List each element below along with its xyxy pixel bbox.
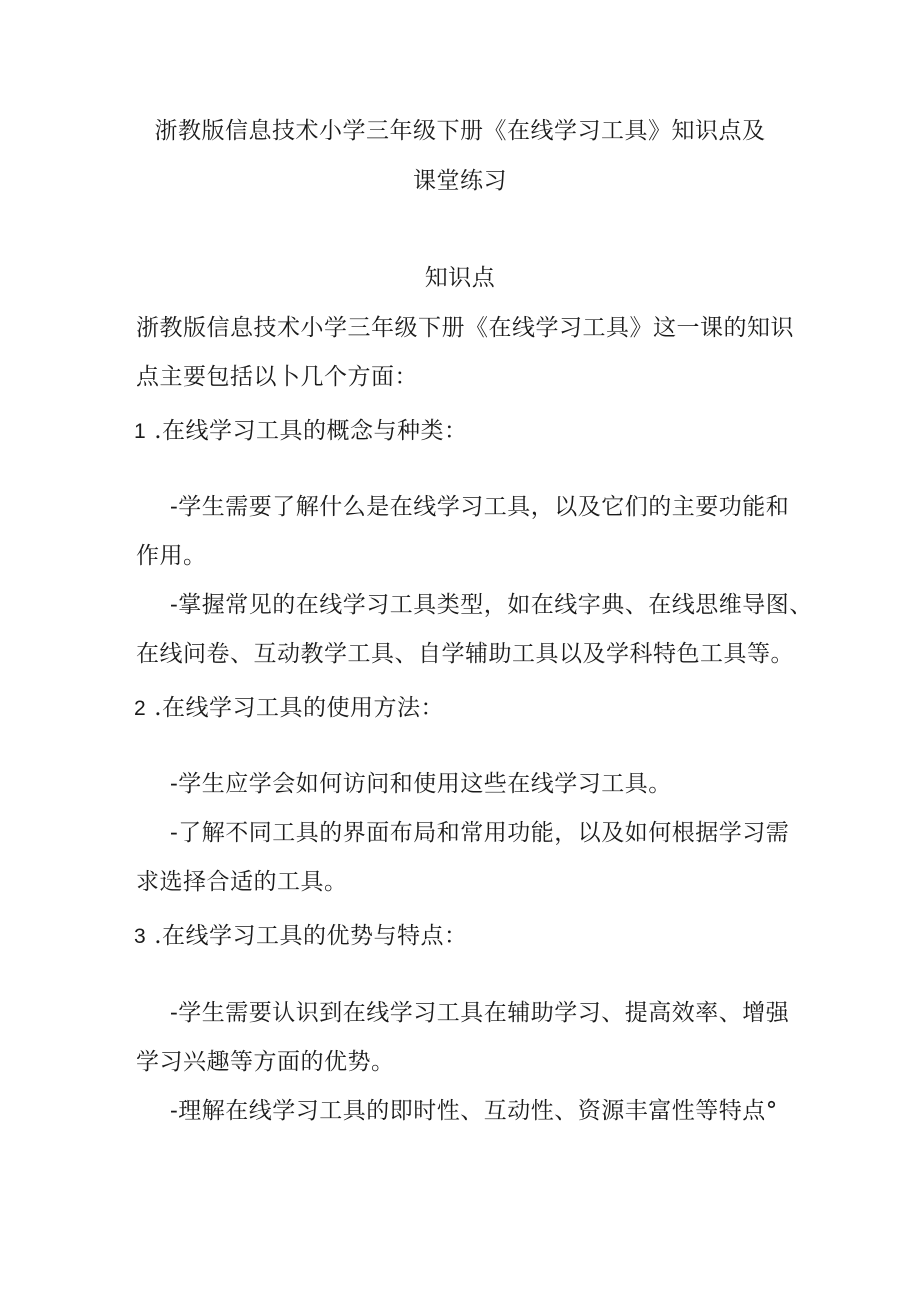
item-heading-text: .在线学习工具的概念与种类： (154, 418, 468, 444)
section-heading: 知识点 (424, 265, 496, 291)
item-2-bullet-1-line1: -学生应学会如何访问和使用这些在线学习工具。 (170, 771, 672, 797)
intro-paragraph-line1: 浙教版信息技术小学三年级下册《在线学习工具》这一课的知识 (136, 315, 794, 341)
item-1-heading (134, 416, 468, 447)
item-heading-text: .在线学习工具的优势与特点： (154, 923, 468, 949)
item-number: 1 (134, 420, 147, 443)
item-3-heading (134, 921, 468, 952)
item-2-bullet-2-line1: -了解不同工具的界面布局和常用功能，以及如何根据学习需 (170, 820, 790, 846)
document-title-line1: 浙教版信息技术小学三年级下册《在线学习工具》知识点及 (154, 118, 766, 144)
intro-paragraph-line2: 点主要包括以卜几个方面： (136, 364, 418, 390)
item-1-bullet-2-line1: -掌握常见的在线学习工具类型，如在线字典、在线思维导图、 (170, 592, 813, 618)
item-3-bullet-1-line1: -学生需要认识到在线学习工具在辅助学习、提高效率、增强 (170, 1000, 790, 1026)
item-heading-text: .在线学习工具的使用方法： (154, 695, 444, 721)
item-2-bullet-2-line2: 求选择合适的工具。 (136, 869, 348, 895)
document-title-line2: 课堂练习 (413, 168, 507, 194)
item-1-bullet-1-line2: 作用。 (136, 543, 207, 569)
item-1-bullet-2-line2: 在线问卷、互动教学工具、自学辅助工具以及学科特色工具等。 (136, 641, 794, 667)
item-number: 2 (134, 697, 147, 720)
item-number: 3 (134, 925, 147, 948)
item-2-heading (134, 693, 444, 724)
item-1-bullet-1-line1: -学生需要了解什么是在线学习工具，以及它们的主要功能和 (170, 494, 790, 520)
item-3-bullet-2-line1: -理解在线学习工具的即时性、互动性、资源丰富性等特点° (170, 1098, 778, 1124)
item-3-bullet-1-line2: 学习兴趣等方面的优势。 (136, 1049, 395, 1075)
